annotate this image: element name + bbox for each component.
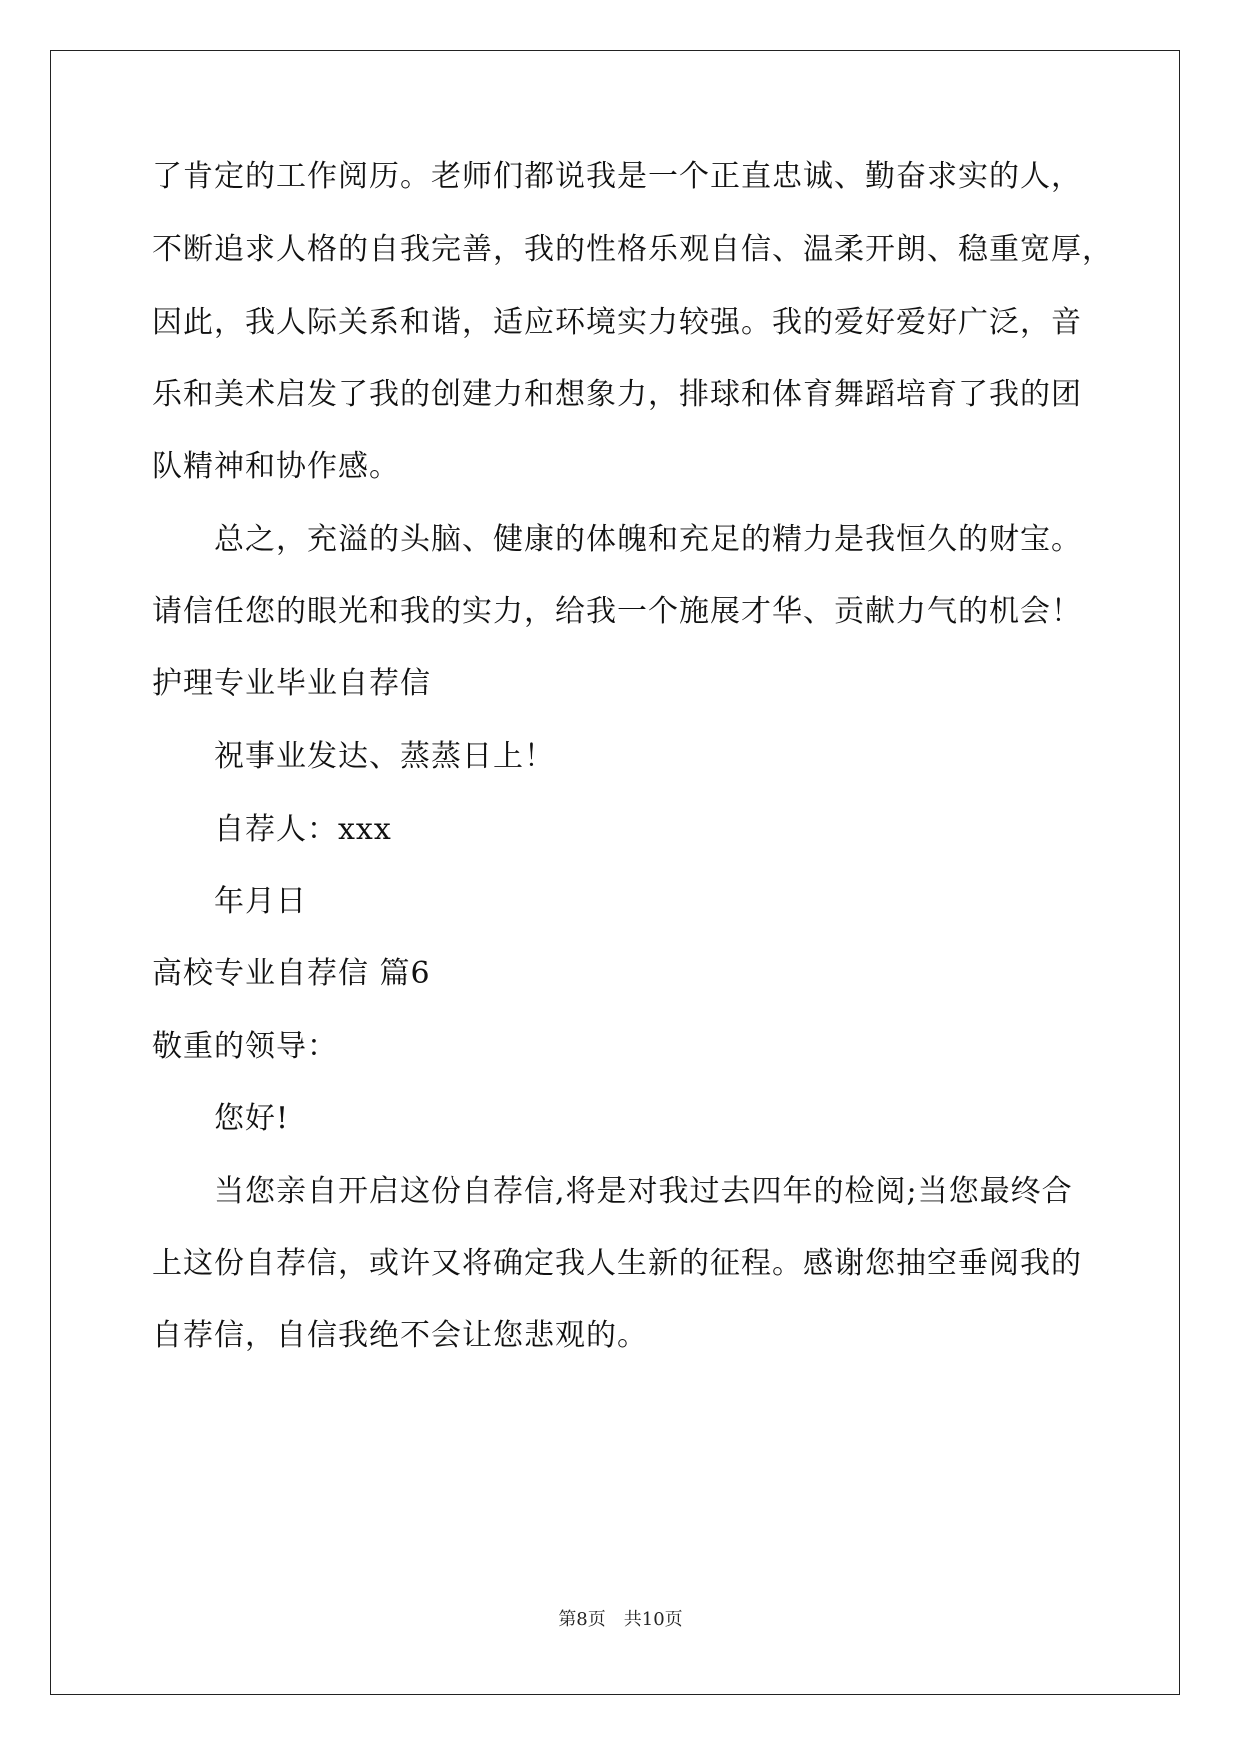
text-line: 不断追求人格的自我完善，我的性格乐观自信、温柔开朗、稳重宽厚， (152, 232, 1113, 267)
text-line: 自荐信，自信我绝不会让您悲观的。 (152, 1318, 648, 1353)
greeting: 您好! (214, 1101, 290, 1136)
page-number-footer: 第8页 共10页 (558, 1609, 683, 1630)
text-line: 请信任您的眼光和我的实力，给我一个施展才华、贡献力气的机会！ (152, 594, 1082, 629)
section-heading: 高校专业自荐信 篇6 (152, 956, 431, 991)
text-line: 因此，我人际关系和谐，适应环境实力较强。我的爱好爱好广泛，音 (152, 305, 1082, 340)
section-heading: 护理专业毕业自荐信 (152, 666, 431, 701)
text-line: 队精神和协作感。 (152, 449, 400, 484)
page-border (50, 50, 1180, 1695)
text-line: 乐和美术启发了我的创建力和想象力，排球和体育舞蹈培育了我的团 (152, 377, 1082, 412)
text-line: 当您亲自开启这份自荐信,将是对我过去四年的检阅;当您最终合 (214, 1174, 1073, 1209)
text-line: 上这份自荐信，或许又将确定我人生新的征程。感谢您抽空垂阅我的 (152, 1246, 1082, 1281)
text-line: 了肯定的工作阅历。老师们都说我是一个正直忠诚、勤奋求实的人， (152, 159, 1082, 194)
text-line: 总之，充溢的头脑、健康的体魄和充足的精力是我恒久的财宝。 (214, 522, 1082, 557)
signature-line: 自荐人：xxx (214, 812, 392, 847)
text-line: 祝事业发达、蒸蒸日上！ (214, 739, 555, 774)
salutation: 敬重的领导： (152, 1029, 338, 1064)
date-line: 年月日 (214, 884, 307, 919)
